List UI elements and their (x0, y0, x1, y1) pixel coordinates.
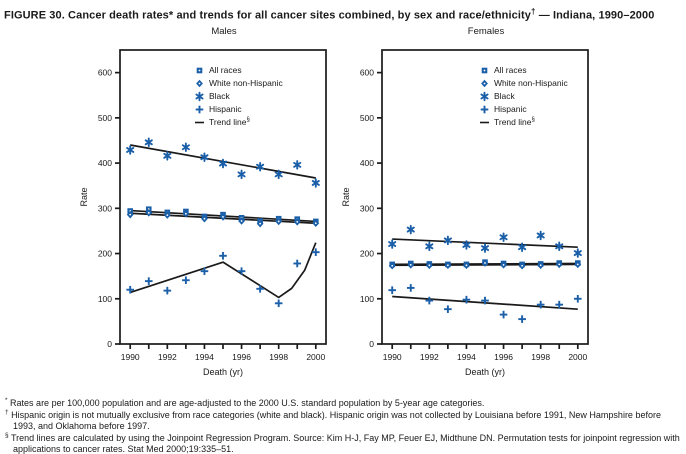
figure-title-suffix: — Indiana, 1990–2000 (535, 9, 655, 22)
footnote-hispanic-origin (5, 408, 680, 431)
series-females-hispanic (388, 284, 581, 323)
point-males-black-1999 (294, 161, 300, 169)
figure-title-text: FIGURE 30. Cancer death rates* and trends for all cancer sites combined, by sex and race/ethnicity (4, 9, 531, 22)
y-axis-title: Rate (341, 187, 351, 207)
males-legend (194, 64, 283, 129)
legend-label: Trend line§ (209, 117, 250, 128)
footnote-trend-lines (5, 431, 680, 454)
y-tick-label-0: 0 (369, 338, 374, 349)
x-tick-label-1992: 1992 (419, 351, 439, 362)
legend-label: All races (494, 65, 527, 76)
legend-item-white-non-hispanic (479, 77, 568, 90)
y-tick-label-500: 500 (359, 112, 374, 123)
x-tick-label-1996: 1996 (494, 351, 514, 362)
y-tick-label-0: 0 (107, 338, 112, 349)
legend-label-sup: § (531, 117, 535, 124)
legend-label: Hispanic (494, 104, 527, 115)
females-chart-wrap (338, 38, 600, 388)
trend-icon (194, 117, 205, 128)
point-males-hispanic-1992 (164, 286, 172, 294)
point-females-black-1995 (482, 244, 488, 252)
y-tick-label-600: 600 (359, 67, 374, 78)
point-females-black-1990 (389, 240, 395, 248)
plus-marker (481, 105, 489, 113)
legend-label-sup: § (246, 117, 250, 124)
legend-item-black (479, 90, 568, 103)
square-marker (197, 67, 203, 73)
point-males-hispanic-1991 (145, 277, 153, 285)
square-marker (482, 67, 488, 73)
y-tick-label-300: 300 (359, 202, 374, 213)
x-tick-label-2000: 2000 (568, 351, 588, 362)
footnote-symbol: † (5, 409, 9, 417)
footnote-rates (5, 396, 680, 409)
x-axis-title: Death (yr) (202, 366, 244, 377)
legend-item-all-races (479, 64, 568, 77)
point-females-black-1993 (445, 236, 451, 244)
point-males-hispanic-1993 (182, 276, 190, 284)
chart-panels (0, 24, 686, 388)
x-tick-label-1994: 1994 (456, 351, 476, 362)
point-females-hispanic-1993 (444, 305, 452, 313)
males-panel-title: Males (211, 25, 237, 37)
legend-item-trend-line (479, 116, 568, 129)
diamond-icon (479, 78, 490, 89)
point-females-black-1996 (500, 233, 506, 241)
footnote-text: Hispanic origin is not mutually exclusive from race categories (white and black). Hispanic origin was not collected by Louisiana before 1991, New Hampshire before 1993, and Oklahoma before 1997. (11, 410, 661, 431)
y-tick-label-400: 400 (97, 157, 112, 168)
point-females-black-1992 (426, 242, 432, 250)
footnote-symbol: * (5, 396, 8, 404)
males-panel (76, 24, 338, 388)
asterisk-marker (196, 92, 202, 100)
y-axis-title: Rate (79, 187, 89, 207)
females-legend (479, 64, 568, 129)
x-tick-label-1990: 1990 (120, 351, 140, 362)
point-females-hispanic-1990 (388, 286, 396, 294)
point-females-hispanic-2000 (574, 295, 582, 303)
legend-item-trend-line (194, 116, 283, 129)
y-tick-label-500: 500 (97, 112, 112, 123)
footnote-symbol: § (5, 432, 9, 440)
point-females-hispanic-1991 (407, 284, 415, 292)
x-tick-label-1990: 1990 (382, 351, 402, 362)
x-tick-label-1992: 1992 (157, 351, 177, 362)
plus-icon (479, 104, 490, 115)
y-tick-label-300: 300 (97, 202, 112, 213)
legend-label: Black (494, 91, 515, 102)
y-tick-label-400: 400 (359, 157, 374, 168)
males-chart-wrap (76, 38, 338, 388)
legend-label: White non-Hispanic (494, 78, 568, 89)
point-males-hispanic-1995 (219, 252, 227, 260)
legend-item-hispanic (194, 103, 283, 116)
x-axis (383, 344, 588, 362)
x-axis-title: Death (yr) (464, 366, 506, 377)
y-axis (360, 67, 382, 348)
diamond-marker (196, 79, 203, 87)
x-tick-label-1998: 1998 (531, 351, 551, 362)
y-tick-label-200: 200 (359, 248, 374, 259)
plus-marker (196, 105, 204, 113)
point-males-black-1996 (238, 170, 244, 178)
x-tick-label-1996: 1996 (232, 351, 252, 362)
y-tick-label-600: 600 (97, 67, 112, 78)
footnote-text: Rates are per 100,000 population and are age-adjusted to the 2000 U.S. standard population by 5-year age categories. (10, 397, 485, 408)
point-females-black-1991 (408, 225, 414, 233)
x-tick-label-1994: 1994 (194, 351, 214, 362)
asterisk-icon (194, 91, 205, 102)
point-females-hispanic-1996 (500, 310, 508, 318)
legend-item-hispanic (479, 103, 568, 116)
legend-item-all-races (194, 64, 283, 77)
legend-label: All races (209, 65, 242, 76)
y-tick-label-200: 200 (97, 248, 112, 259)
point-females-hispanic-1992 (426, 296, 434, 304)
point-males-black-1992 (164, 152, 170, 160)
diamond-marker (481, 79, 488, 87)
legend-item-black (194, 90, 283, 103)
x-tick-label-1998: 1998 (269, 351, 289, 362)
point-females-hispanic-1997 (518, 315, 526, 323)
footnotes (0, 388, 686, 454)
series-females-black (389, 225, 581, 256)
y-axis (98, 67, 120, 348)
diamond-icon (194, 78, 205, 89)
y-tick-label-100: 100 (97, 293, 112, 304)
square-icon (479, 65, 490, 76)
series-males-black (127, 138, 319, 186)
point-males-hispanic-1996 (238, 267, 246, 275)
females-panel-title: Females (467, 25, 505, 37)
x-axis (121, 344, 326, 362)
females-panel (338, 24, 600, 388)
point-males-black-2000 (313, 179, 319, 187)
legend-label: Trend line§ (494, 117, 535, 128)
point-males-hispanic-1998 (275, 299, 283, 307)
figure-title (0, 0, 686, 24)
point-males-black-1990 (127, 146, 133, 154)
plus-icon (194, 104, 205, 115)
legend-item-white-non-hispanic (194, 77, 283, 90)
point-males-black-1993 (183, 143, 189, 151)
legend-label: Black (209, 91, 230, 102)
point-females-black-1998 (538, 231, 544, 239)
point-males-hispanic-1997 (256, 285, 264, 293)
legend-label: White non-Hispanic (209, 78, 283, 89)
square-icon (194, 65, 205, 76)
figure-title-dagger: † (530, 7, 536, 16)
footnote-text: Trend lines are calculated by using the Joinpoint Regression Program. Source: Kim H-J, Fay MP, Feuer EJ, Midthune DN. Permutation tests for joinpoint regression with applications to cancer rates. Stat Med 2000;19:335–51. (10, 433, 680, 454)
asterisk-marker (481, 92, 487, 100)
asterisk-icon (479, 91, 490, 102)
trend-males-hispanic-trend (130, 242, 316, 297)
trend-icon (479, 117, 490, 128)
point-males-hispanic-1999 (293, 259, 301, 267)
legend-label: Hispanic (209, 104, 242, 115)
series-males-hispanic (126, 248, 319, 307)
point-males-black-1991 (146, 138, 152, 146)
point-females-black-2000 (575, 249, 581, 257)
point-males-black-1997 (257, 163, 263, 171)
y-tick-label-100: 100 (359, 293, 374, 304)
x-tick-label-2000: 2000 (306, 351, 326, 362)
